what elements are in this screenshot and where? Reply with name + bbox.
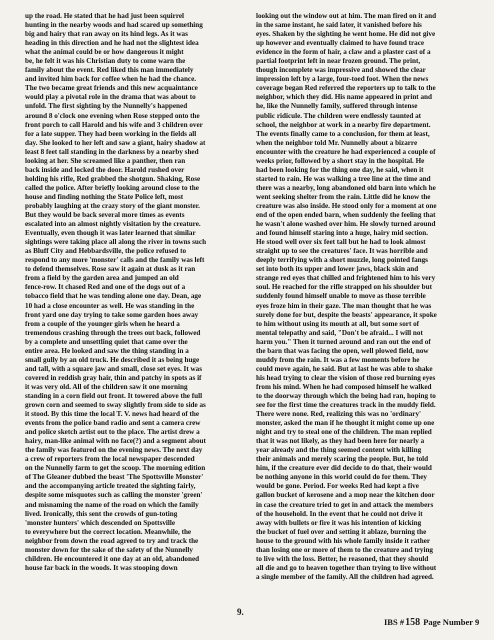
text-line: when the neighbor told Mr. Nunnelly about a bizarre xyxy=(256,138,418,147)
issue-number: 158 xyxy=(405,617,421,628)
footer-prefix: IBS # xyxy=(384,617,405,627)
text-line: big and hairy that ran away on its hind legs. As it was xyxy=(25,30,188,39)
text-line: there was a nearby, long abandoned old barn into which he xyxy=(256,183,436,192)
text-line: lived. Ironically, this sent the crowds of gun-toting xyxy=(25,509,178,518)
text-line: monster down for the sake of the safety of the Nunnelly xyxy=(25,545,193,554)
text-line: least 8 feet tall standing in the darkness by a nearby shed xyxy=(25,147,199,156)
text-line: that it was not likely, as they had been here for nearly a xyxy=(256,437,425,446)
text-line: sightings were taking place all along the river in towns such xyxy=(25,238,207,247)
text-line: eyes froze him in their gaze. The man thought that he was xyxy=(256,301,432,310)
text-line: hunting in the nearby woods and had scared up something xyxy=(25,21,203,30)
text-line: on the Nunnelly farm to get the scoop. The morning edition xyxy=(25,464,206,473)
text-line: harm you." Then it turned around and ran out the end of xyxy=(256,337,431,346)
text-line: night and try to steal one of the children. The man replied xyxy=(256,428,432,437)
text-line: and misnaming the name of the road on which the family xyxy=(25,500,199,509)
text-line: to everywhere but the correct location. Meanwhile, the xyxy=(25,527,192,536)
text-line: of the household. In the event that he could not drive it xyxy=(256,509,423,518)
text-line: their animals and merely scaring the people. But, he told xyxy=(256,455,429,464)
text-line: 'monster hunters' which descended on Spottsville xyxy=(25,518,176,527)
article-column-right xyxy=(256,12,467,582)
text-line: in case the creature tried to get in and attack the members xyxy=(256,500,434,509)
text-line: public ridicule. The children were endlessly taunted at xyxy=(256,111,422,120)
text-line: standing in a corn field out front. It towered above the full xyxy=(25,391,203,400)
text-line: looking at her. She screamed like a panther, then ran xyxy=(25,156,186,165)
text-line: went seeking shelter from the rain. Little did he know the xyxy=(256,192,431,201)
text-line: house far back in the woods. It was stooping down xyxy=(25,563,178,572)
text-line: and the accompanying article treated the sighting fairly, xyxy=(25,482,196,491)
text-line: would be gone. Period. For weeks Red had kept a five xyxy=(256,482,419,491)
text-line: a crew of reporters from the local newspaper descended xyxy=(25,455,195,464)
text-line: the barn that was facing the open, well plowed field, now xyxy=(256,346,429,355)
text-line: would play a pivotal role in the drama that was about to xyxy=(25,93,196,102)
text-line: children. He encountered it one day at an old, abandoned xyxy=(25,554,200,563)
text-line: events from the police band radio and sent a camera crew xyxy=(25,419,201,428)
text-line: school, the neighbor at work in a nearby fire department. xyxy=(256,120,431,129)
text-line: soul. He reached for the rifle strapped on his shoulder but xyxy=(256,283,432,292)
text-line: weeks prior, followed by a short stay in the hospital. He xyxy=(256,156,425,165)
text-line: end of the open ended barn, when suddenly the feeling that xyxy=(256,211,436,220)
text-line: escalated into an almost nightly visitation by the creature. xyxy=(25,220,201,229)
text-line: house to the ground with his whole family inside it rather xyxy=(256,536,431,545)
text-line: up however and eventually claimed to have found trace xyxy=(256,39,425,48)
text-line: and police sketch artist out to the place. The artist drew a xyxy=(25,428,200,437)
text-line: partial footprint left in near frozen ground. The print, xyxy=(256,57,421,66)
text-line: mental telepathy and said, "Don't be afraid... I will not xyxy=(256,328,423,337)
text-line: unfold. The first sighting by the Nunnelly's happened xyxy=(25,102,188,111)
text-line: front porch to call Harold and his wife and 3 children over xyxy=(25,120,203,129)
text-line: for a late supper. They had been working in the fields all xyxy=(25,129,197,138)
text-line: neighbor from down the road agreed to try and track the xyxy=(25,536,199,545)
text-line: back inside and locked the door. Harold rushed over xyxy=(25,165,185,174)
text-line: entire area. He looked and saw the thing standing in a xyxy=(25,346,189,355)
page-number-center: 9. xyxy=(237,607,244,617)
text-line: day. She looked to her left and saw a giant, hairy shadow at xyxy=(25,138,206,147)
text-line: But they would be back several more times as events xyxy=(25,211,185,220)
text-line: away with bullets or fire it was his intention of kicking xyxy=(256,518,422,527)
text-line: surely done for but, despite the beasts' appearance, it spoke xyxy=(256,310,437,319)
text-line: eyes. Shaken by the sighting he went home. He did not give xyxy=(256,30,436,39)
footer-page-label: Page Number 9 xyxy=(423,617,480,627)
text-line: as Bluff City and Hebbardsville, the police refused to xyxy=(25,247,187,256)
text-line: be nothing anyone in this world could do for them. They xyxy=(256,473,427,482)
text-line: year already and the thing seemed content with killing xyxy=(256,446,422,455)
text-line: by a complete and unsettling quiet that came over the xyxy=(25,337,188,346)
text-line: of The Gleaner dubbed the beast 'The Spottsville Monster' xyxy=(25,473,204,482)
text-line: hairy, man-like animal with no face(?) and a segment about xyxy=(25,437,206,446)
footer xyxy=(384,617,479,628)
text-line: holding his rifle, Red grabbed the shotgun. Shaking, Rose xyxy=(25,174,201,183)
text-line: it stood. By this time the local T. V. news had heard of the xyxy=(25,410,200,419)
text-line: covered in reddish gray hair, thin and patchy in spots as if xyxy=(25,373,202,382)
text-line: be, he felt it was his Christian duty to come warn the xyxy=(25,57,186,66)
text-line: muddy from the rain. It was a few moments before he xyxy=(256,355,420,364)
text-line: to the doorway through which the being had ran, hoping to xyxy=(256,391,436,400)
text-line: family about the event. Red liked this man immediately xyxy=(25,66,194,75)
text-line: tobacco field that he was tending alone one day. Dean, age xyxy=(25,292,202,301)
text-line: straight up to see the creatures' face. It was horrible and xyxy=(256,247,428,256)
text-line: coverage began Red referred the reporters up to talk to the xyxy=(256,84,436,93)
text-line: neighbor, which they did. His name appeared in print and xyxy=(256,93,432,102)
text-line: could move again, he said. But at last he was able to shake xyxy=(256,364,433,373)
text-line: Eventually, even though it was later learned that similar xyxy=(25,229,196,238)
text-line: up the road. He stated that he had just been squirrel xyxy=(25,12,185,20)
text-line: suddenly found himself unable to move as those terrible xyxy=(256,292,426,301)
text-line: set into both its upper and lower jaws, black skin and xyxy=(256,265,419,274)
text-line: the family was featured on the evening news. The next day xyxy=(25,446,203,455)
text-line: and found himself staring into a huge, hairy mid section. xyxy=(256,229,428,238)
text-line: small gully by an old truck. He described it as being huge xyxy=(25,355,200,364)
text-line: around 8 o'clock one evening when Rose stepped onto the xyxy=(25,111,200,120)
text-line: to live with the loss. Better, he reasoned, that they should xyxy=(256,554,429,563)
text-line: front yard one day trying to take some garden hoes away xyxy=(25,310,199,319)
text-line: 10 had a close encounter as well. He was standing in the xyxy=(25,301,195,310)
text-line: to him without using its mouth at all, but some sort of xyxy=(256,319,420,328)
article-column-left xyxy=(25,12,236,573)
text-line: see for the first time the creatures track in the muddy field. xyxy=(256,401,436,410)
text-line: he wasn't alone washed over him. He slowly turned around xyxy=(256,220,436,229)
text-line: grown corn and seemed to sway slightly from side to side as xyxy=(25,401,206,410)
text-line: house and finding nothing the State Police left, most xyxy=(25,192,184,201)
text-line: though incomplete was impressive and showed the clear xyxy=(256,66,426,75)
text-line: evidence in the form of hair, a claw and a plaster cast of a xyxy=(256,48,431,57)
text-line: called the police. After briefly looking around close to the xyxy=(25,183,199,192)
text-line: encounter with the creature he had experienced a couple of xyxy=(256,147,436,156)
text-line: and invited him back for coffee when he had the chance. xyxy=(25,75,197,84)
text-line: than losing one or more of them to the creature and trying xyxy=(256,545,433,554)
text-line: he, like the Nunnelly family, suffered through intense xyxy=(256,102,418,111)
text-line: started to rain. He was walking a tree line at the time and xyxy=(256,174,431,183)
text-line: heading in this direction and he had not the slightest idea xyxy=(25,39,199,48)
text-line: all die and go to heaven together than trying to live without xyxy=(256,563,437,572)
text-line: and tall, with a square jaw and small, close set eyes. It was xyxy=(25,364,202,373)
text-line: There were none. Red, realizing this was no 'ordinary' xyxy=(256,410,422,419)
text-line: probably laughing at the crazy story of the giant monster. xyxy=(25,201,200,210)
text-line: The two became great friends and this new acquaintance xyxy=(25,84,198,93)
text-line: fence-row. It chased Red and one of the dogs out of a xyxy=(25,283,186,292)
text-line: despite some misquotes such as calling the monster 'green' xyxy=(25,491,203,500)
text-line: He stood well over six feet tall but he had to look almost xyxy=(256,238,426,247)
text-line: The events finally came to a conclusion, for them at least, xyxy=(256,129,430,138)
text-line: from a field by the garden area and jumped an old xyxy=(25,274,179,283)
text-line: strange red eyes that chilled and frightened him to his very xyxy=(256,274,436,283)
text-line: gallon bucket of kerosene and a mop near the kitchen door xyxy=(256,491,435,500)
text-line: from his mind. When he had composed himself he walked xyxy=(256,382,432,391)
text-line: looking out the window out at him. The man fired on it and xyxy=(256,12,437,20)
text-line: from a couple of the younger girls when he heard a xyxy=(25,319,180,328)
text-line: in the same instant, he said later, it vanished before his xyxy=(256,21,422,30)
text-line: a single member of the family. All the children had agreed. xyxy=(256,572,434,581)
text-line: creature was also inside. He stood only for a moment at one xyxy=(256,201,437,210)
text-line: his head trying to clear the vision of those red burning eyes xyxy=(256,373,436,382)
text-line: what the animal could be or how dangerous it might xyxy=(25,48,184,57)
text-line: had been looking for the thing one day, he said, when it xyxy=(256,165,424,174)
text-line: monster, asked the man if he thought it might come up one xyxy=(256,419,435,428)
text-line: to defend themselves. Rose saw it again at dusk as it ran xyxy=(25,265,196,274)
text-line: tremendous crashing through the trees out back, followed xyxy=(25,328,201,337)
text-line: it was very old. All of the children saw it one morning xyxy=(25,382,188,391)
text-line: respond to any more 'monster' calls and the family was left xyxy=(25,256,205,265)
text-line: impression left by a large, four-toed foot. When the news xyxy=(256,75,429,84)
text-line: deeply terrifying with a short muzzle, long pointed fangs xyxy=(256,256,428,265)
text-line: the bucket of fuel over and setting it ablaze, burning the xyxy=(256,527,427,536)
text-line: him, if the creature ever did decide to do that, their would xyxy=(256,464,432,473)
